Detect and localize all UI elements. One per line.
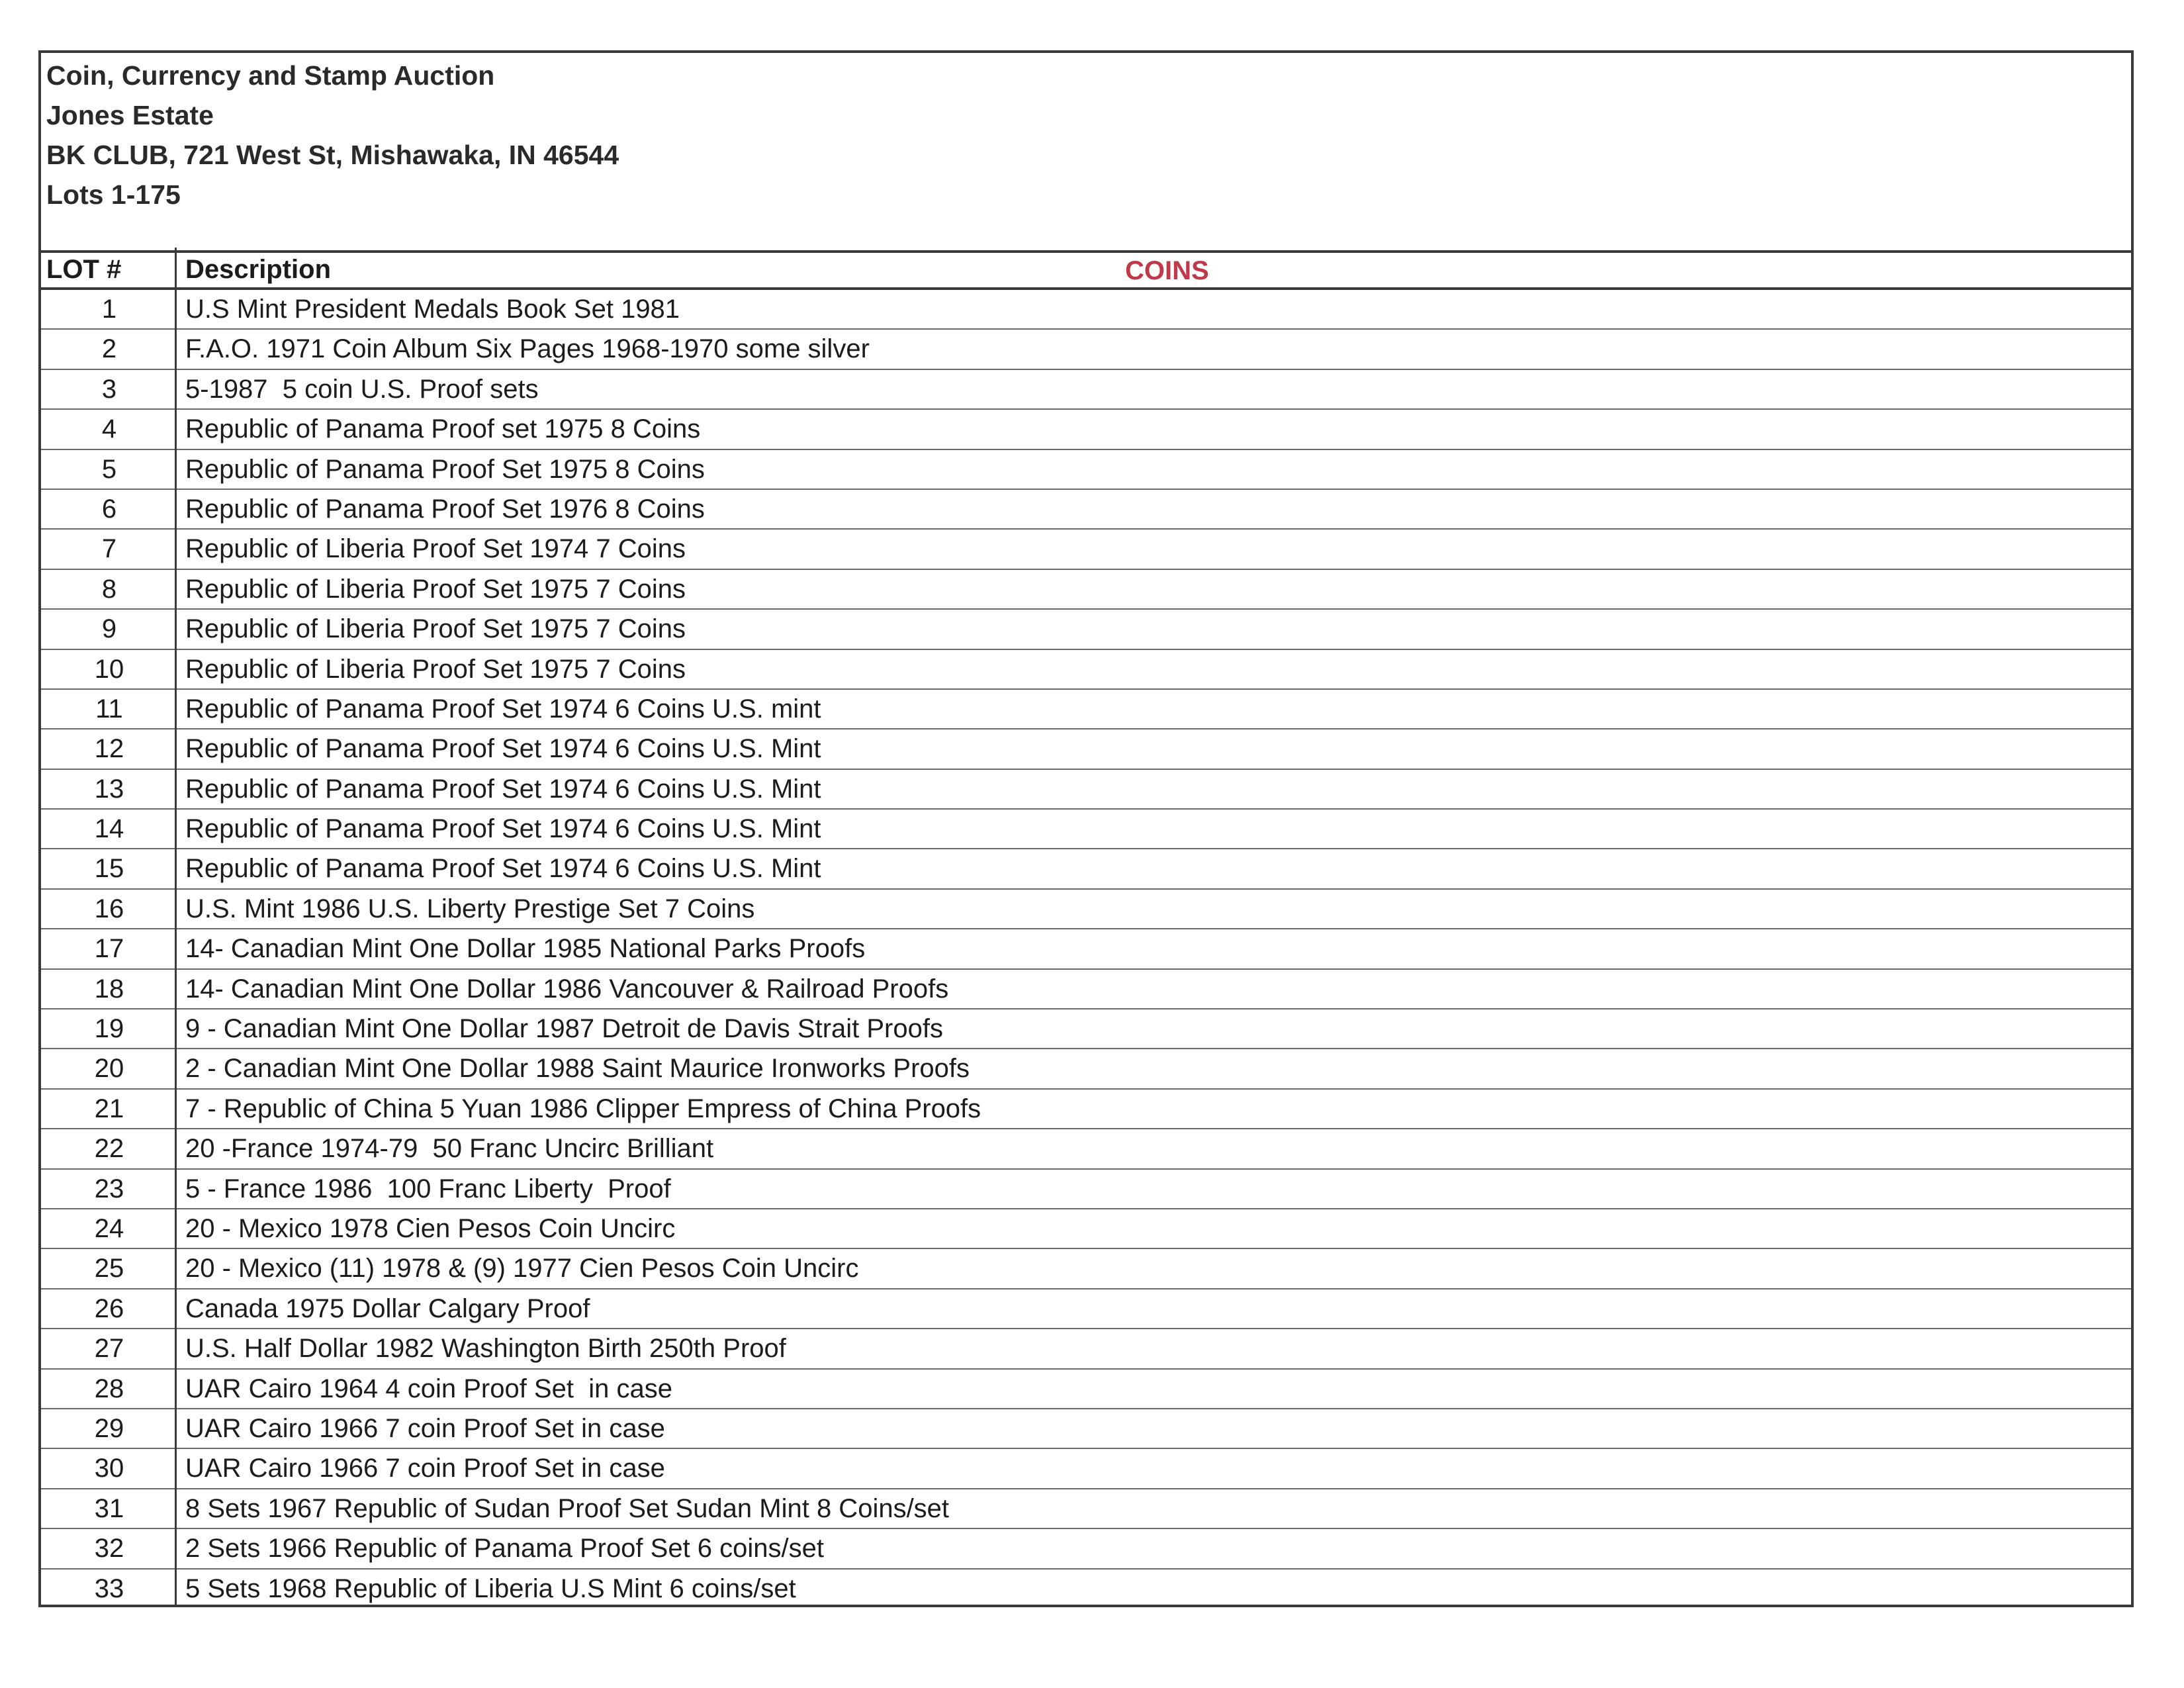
table-row <box>41 690 2131 729</box>
lot-range: Lots 1-175 <box>46 179 181 210</box>
lot-description: 2 Sets 1966 Republic of Panama Proof Set 6 coins/set <box>185 1534 825 1564</box>
table-row <box>41 770 2131 810</box>
lot-description: 8 Sets 1967 Republic of Sudan Proof Set Sudan Mint 8 Coins/set <box>185 1493 950 1523</box>
lot-description: Republic of Panama Proof Set 1975 8 Coins <box>185 454 705 484</box>
table-row <box>41 1090 2131 1129</box>
table-row <box>41 1249 2131 1289</box>
lot-number: 27 <box>94 1334 124 1364</box>
table-row <box>41 1329 2131 1369</box>
table-row <box>41 1289 2131 1329</box>
table-row <box>41 729 2131 769</box>
lot-number: 23 <box>94 1174 124 1203</box>
description-column-header: Description <box>185 255 332 284</box>
table-row <box>41 810 2131 849</box>
lot-number: 7 <box>101 534 117 564</box>
column-divider <box>175 248 177 1606</box>
lot-description: Republic of Panama Proof Set 1974 6 Coins U.S. Mint <box>185 774 821 804</box>
lot-description: Republic of Panama Proof Set 1974 6 Coins U.S. mint <box>185 694 821 724</box>
lot-number: 26 <box>94 1293 124 1323</box>
estate-name: Jones Estate <box>46 100 214 130</box>
lot-description: Republic of Panama Proof set 1975 8 Coins <box>185 414 701 444</box>
table-row <box>41 490 2131 530</box>
lot-description: U.S. Mint 1986 U.S. Liberty Prestige Set 7 Coins <box>185 894 755 923</box>
table-row <box>41 1489 2131 1529</box>
lot-description: Republic of Panama Proof Set 1976 8 Coins <box>185 494 705 524</box>
lot-description: 14- Canadian Mint One Dollar 1986 Vancouver & Railroad Proofs <box>185 974 949 1004</box>
lot-column-header: LOT # <box>46 255 122 284</box>
table-row <box>41 1449 2131 1489</box>
lot-number: 11 <box>95 694 123 724</box>
table-header-row <box>41 250 2131 290</box>
lots-table <box>41 250 2131 1609</box>
lot-description: Canada 1975 Dollar Calgary Proof <box>185 1293 590 1323</box>
lot-number: 12 <box>94 734 124 764</box>
lot-number: 10 <box>94 654 124 684</box>
lot-number: 19 <box>94 1014 124 1044</box>
table-row <box>41 290 2131 330</box>
lot-description: UAR Cairo 1964 4 coin Proof Set in case <box>185 1374 672 1403</box>
lot-description: 14- Canadian Mint One Dollar 1985 National Parks Proofs <box>185 934 866 964</box>
table-row <box>41 570 2131 610</box>
table-row <box>41 1529 2131 1569</box>
table-row <box>41 1170 2131 1209</box>
table-row <box>41 450 2131 490</box>
lot-number: 8 <box>101 574 117 604</box>
lot-description: Republic of Panama Proof Set 1974 6 Coins U.S. Mint <box>185 734 821 764</box>
lot-description: U.S Mint President Medals Book Set 1981 <box>185 295 680 324</box>
table-row <box>41 970 2131 1009</box>
table-row <box>41 890 2131 929</box>
lot-number: 30 <box>94 1454 124 1483</box>
lot-number: 13 <box>94 774 124 804</box>
lot-number: 21 <box>94 1094 124 1123</box>
table-row <box>41 1129 2131 1169</box>
table-row <box>41 330 2131 369</box>
table-row <box>41 650 2131 690</box>
lot-number: 3 <box>101 374 117 404</box>
lot-number: 15 <box>94 854 124 884</box>
lot-number: 31 <box>94 1493 124 1523</box>
lot-description: 20 - Mexico (11) 1978 & (9) 1977 Cien Pesos Coin Uncirc <box>185 1254 859 1284</box>
table-row <box>41 530 2131 569</box>
lot-description: Republic of Liberia Proof Set 1975 7 Coins <box>185 654 686 684</box>
lot-number: 18 <box>94 974 124 1004</box>
lot-number: 6 <box>101 494 117 524</box>
table-row <box>41 1409 2131 1449</box>
lot-number: 25 <box>94 1254 124 1284</box>
lot-description: 5-1987 5 coin U.S. Proof sets <box>185 374 539 404</box>
lot-number: 2 <box>101 334 117 364</box>
table-row <box>41 610 2131 649</box>
table-row <box>41 1370 2131 1409</box>
lot-description: Republic of Panama Proof Set 1974 6 Coins U.S. Mint <box>185 854 821 884</box>
lot-number: 24 <box>94 1213 124 1243</box>
lot-number: 17 <box>94 934 124 964</box>
table-row <box>41 929 2131 969</box>
table-row <box>41 370 2131 410</box>
lot-number: 1 <box>101 295 117 324</box>
lot-description: Republic of Liberia Proof Set 1974 7 Coins <box>185 534 686 564</box>
lot-number: 22 <box>94 1134 124 1164</box>
section-label: COINS <box>1125 256 1209 285</box>
lot-description: 5 - France 1986 100 Franc Liberty Proof <box>185 1174 671 1203</box>
table-row <box>41 849 2131 889</box>
lot-number: 5 <box>101 454 117 484</box>
auction-sheet <box>38 50 2134 1607</box>
table-row <box>41 410 2131 449</box>
lot-description: Republic of Panama Proof Set 1974 6 Coins U.S. Mint <box>185 814 821 844</box>
lot-description: 5 Sets 1968 Republic of Liberia U.S Mint 6 coins/set <box>185 1573 796 1603</box>
lot-description: UAR Cairo 1966 7 coin Proof Set in case <box>185 1413 665 1443</box>
lot-description: 7 - Republic of China 5 Yuan 1986 Clipper Empress of China Proofs <box>185 1094 981 1123</box>
lot-description: UAR Cairo 1966 7 coin Proof Set in case <box>185 1454 665 1483</box>
lot-number: 14 <box>94 814 124 844</box>
lot-number: 32 <box>94 1534 124 1564</box>
table-row <box>41 1009 2131 1049</box>
lot-description: Republic of Liberia Proof Set 1975 7 Coins <box>185 574 686 604</box>
lot-description: 2 - Canadian Mint One Dollar 1988 Saint Maurice Ironworks Proofs <box>185 1054 970 1084</box>
header-block <box>41 53 2131 253</box>
lot-number: 29 <box>94 1413 124 1443</box>
lot-number: 9 <box>101 614 117 644</box>
lot-number: 33 <box>94 1573 124 1603</box>
lot-description: F.A.O. 1971 Coin Album Six Pages 1968-1970 some silver <box>185 334 870 364</box>
auction-location: BK CLUB, 721 West St, Mishawaka, IN 46544 <box>46 140 619 170</box>
lot-number: 28 <box>94 1374 124 1403</box>
lot-description: 9 - Canadian Mint One Dollar 1987 Detroit de Davis Strait Proofs <box>185 1014 943 1044</box>
auction-title: Coin, Currency and Stamp Auction <box>46 60 495 91</box>
table-body <box>41 290 2131 1609</box>
lot-number: 16 <box>94 894 124 923</box>
lot-description: Republic of Liberia Proof Set 1975 7 Coins <box>185 614 686 644</box>
lot-number: 4 <box>101 414 117 444</box>
lot-number: 20 <box>94 1054 124 1084</box>
lot-description: 20 -France 1974-79 50 Franc Uncirc Brilliant <box>185 1134 714 1164</box>
table-row <box>41 1570 2131 1609</box>
table-row <box>41 1209 2131 1249</box>
table-row <box>41 1049 2131 1089</box>
lot-description: 20 - Mexico 1978 Cien Pesos Coin Uncirc <box>185 1213 676 1243</box>
lot-description: U.S. Half Dollar 1982 Washington Birth 250th Proof <box>185 1334 786 1364</box>
